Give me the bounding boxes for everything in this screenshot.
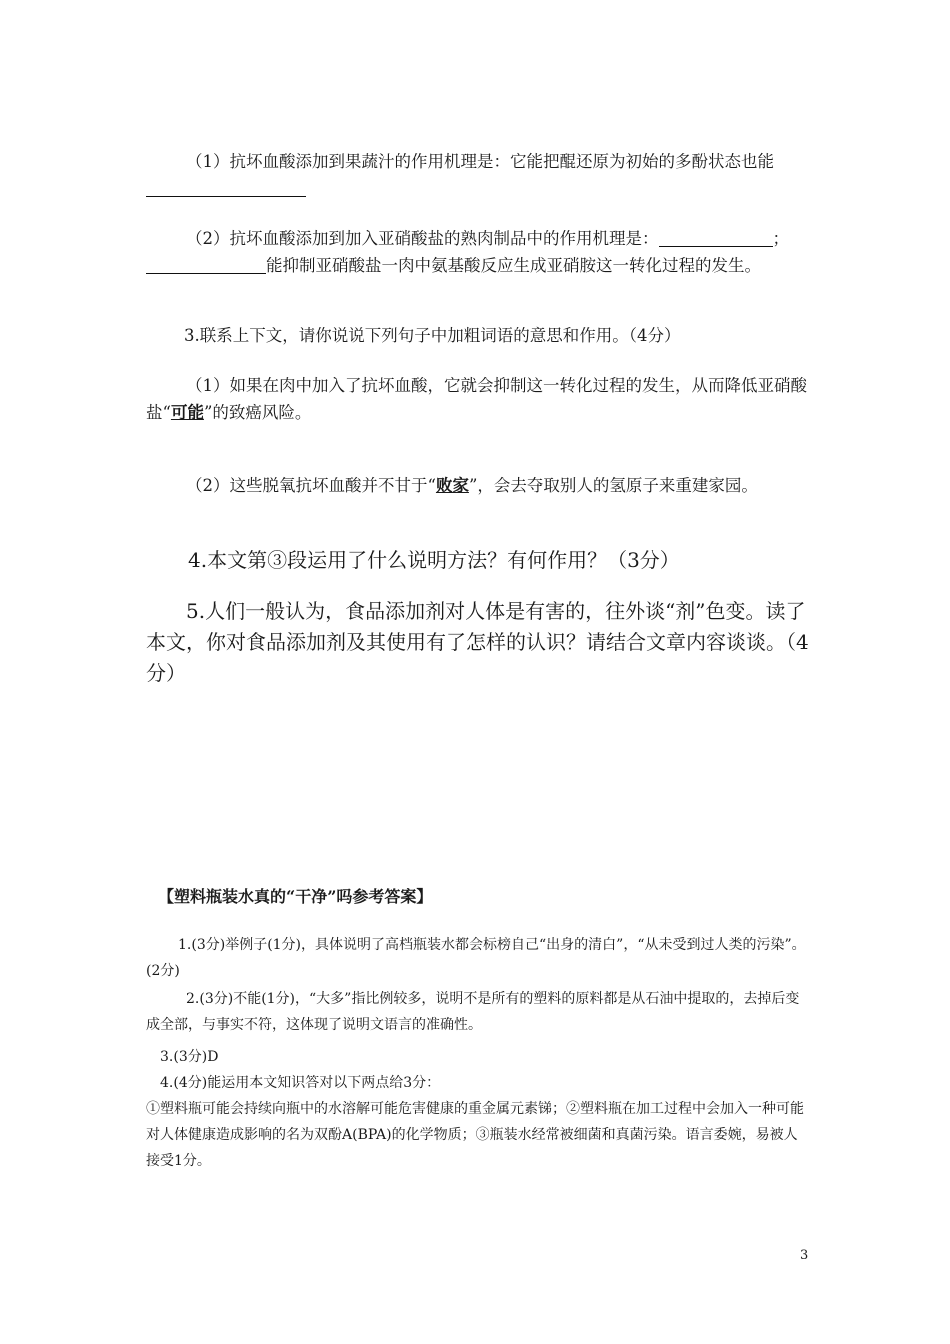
answer-1: 1.(3分)举例子(1分)，具体说明了高档瓶装水都会标榜自己“出身的清白”，“从未受到过人类的污染”。(2分) <box>146 937 806 979</box>
q3-s2-bold-word: 败家 <box>435 476 469 495</box>
q3-s1-bold-word: 可能 <box>170 403 204 422</box>
q3-sentence-1 <box>146 372 810 426</box>
answer-blank[interactable] <box>146 180 306 198</box>
answer-4: 4.(4分)能运用本文知识答对以下两点给3分： <box>160 1075 441 1091</box>
q3-s1-pre: （1）如果在肉中加入了抗坏血酸，它就会抑制这一转化过程的发生，从而降低亚硝酸盐“ <box>146 376 807 422</box>
q3-s2-post: ”，会去夺取别人的氢原子来重建家园。 <box>468 476 758 495</box>
answer-3: 3.(3分)D <box>160 1049 219 1065</box>
q3-stem: 3.联系上下文，请你说说下列句子中加粗词语的意思和作用。（4分） <box>184 326 681 345</box>
q3-sentence-2 <box>146 472 810 499</box>
answer-blank-cont[interactable] <box>747 230 773 248</box>
q4-text: 4.本文第③段运用了什么说明方法？有何作用？（3分） <box>188 548 680 572</box>
q5-text: 5.人们一般认为，食品添加剂对人体是有害的，往外谈“剂”色变。读了本文，你对食品添加剂及其使用有了怎样的认识？请结合文章内容谈谈。（4分） <box>146 599 809 685</box>
answer-blank[interactable] <box>146 257 266 275</box>
q2-part2-sep: ； <box>772 229 789 248</box>
q2-part2-text: （2）抗坏血酸添加到加入亚硝酸盐的熟肉制品中的作用机理是： <box>186 229 659 248</box>
q2-part1 <box>146 148 810 202</box>
answer-4-detail: ①塑料瓶可能会持续向瓶中的水溶解可能危害健康的重金属元素锑；②塑料瓶在加工过程中会加入一种可能对人体健康造成影响的名为双酚A(BPA)的化学物质；③瓶装水经常被细菌和真菌污染。语言委婉，易被人接受1分。 <box>146 1101 804 1169</box>
answer-blank[interactable] <box>659 230 747 248</box>
q3-s1-post: ”的致癌风险。 <box>203 403 312 422</box>
q2-part2 <box>146 225 810 279</box>
q2-part2-suffix: 能抑制亚硝酸盐一肉中氨基酸反应生成亚硝胺这一转化过程的发生。 <box>266 256 761 275</box>
q2-part1-text: （1）抗坏血酸添加到果蔬汁的作用机理是：它能把醌还原为初始的多酚状态也能 <box>186 152 774 171</box>
answer-2: 2.(3分)不能(1分)，“大多”指比例较多，说明不是所有的塑料的原料都是从石油中提取的，去掉后变成全部，与事实不符，这体现了说明文语言的准确性。 <box>146 991 800 1033</box>
q3-s2-pre: （2）这些脱氧抗坏血酸并不甘于“ <box>186 476 436 495</box>
answers-title: 【塑料瓶装水真的“干净”吗参考答案】 <box>158 887 433 906</box>
page-number: 3 <box>800 1248 809 1263</box>
